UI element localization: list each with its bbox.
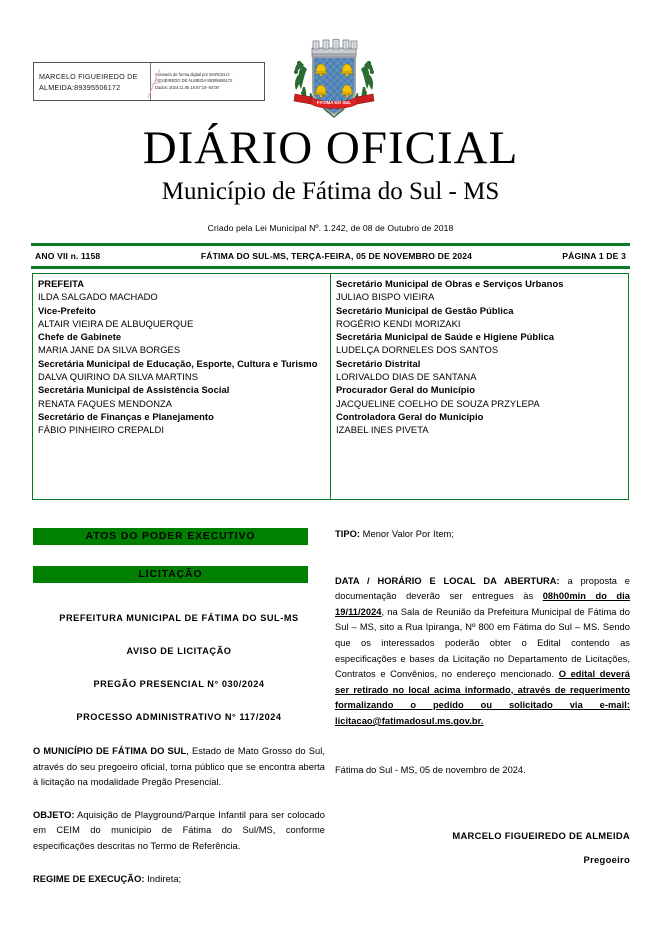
digital-signature-stamp — [33, 62, 265, 101]
official-name: MARIA JANE DA SILVA BORGES — [38, 344, 181, 356]
signature-detail-line2: FIGUEIREDO DE ALMEIDA:89395506172 — [155, 78, 233, 84]
official-name: RENATA FAQUES MENDONZA — [38, 397, 173, 409]
infobar — [31, 247, 630, 265]
notice-objeto-label: OBJETO: — [33, 809, 75, 820]
officials-column-left — [33, 274, 331, 499]
official-name: DALVA QUIRINO DA SILVA MARTINS — [38, 371, 199, 383]
official-name: ROGÉRIO KENDI MORIZAKI — [336, 317, 461, 329]
official-name: JACQUELINE COELHO DE SOUZA PRZYLEPA — [336, 397, 540, 409]
official-name: JULIAO BISPO VIEIRA — [336, 291, 435, 303]
official-name: ALTAIR VIEIRA DE ALBUQUERQUE — [38, 317, 194, 329]
notice-tipo-paragraph — [335, 527, 630, 543]
infobar-page: PÁGINA 1 DE 3 — [562, 251, 626, 261]
notice-signer-role: Pregoeiro — [583, 854, 630, 866]
notice-closing-date: Fátima do Sul - MS, 05 de novembro de 2024. — [335, 764, 526, 775]
section-banner-licitacao: LICITAÇÃO — [33, 566, 308, 583]
notice-right-column — [335, 527, 630, 865]
official-role: Secretário de Finanças e Planejamento — [38, 411, 214, 423]
masthead-subtitle: Município de Fátima do Sul - MS — [161, 178, 500, 205]
official-name: FÁBIO PINHEIRO CREPALDI — [38, 424, 164, 436]
notice-signer-name: MARCELO FIGUEIREDO DE ALMEIDA — [452, 830, 630, 842]
official-name: ILDA SALGADO MACHADO — [38, 291, 158, 303]
official-role: Secretário Municipal de Obras e Serviços Urbanos — [336, 278, 564, 289]
official-role: Vice-Prefeito — [38, 304, 96, 316]
official-role: Secretária Municipal de Saúde e Higiene Pública — [336, 331, 555, 343]
notice-objeto-paragraph — [33, 808, 325, 855]
official-entry — [38, 304, 325, 331]
official-entry — [336, 383, 623, 410]
coat-of-arms-icon — [288, 31, 380, 123]
official-role: Secretário Distrital — [336, 357, 421, 369]
official-entry — [38, 330, 325, 357]
notice-heading-prefeitura: PREFEITURA MUNICIPAL DE FÁTIMA DO SUL-MS — [59, 613, 299, 623]
official-role: PREFEITA — [38, 278, 85, 289]
signature-signer-name — [34, 71, 150, 93]
officials-table — [32, 273, 629, 500]
mural-crown — [312, 40, 357, 58]
masthead — [0, 122, 661, 234]
official-name: LORIVALDO DIAS DE SANTANA — [336, 371, 477, 383]
infobar-rule-top — [31, 243, 630, 246]
notice-data-paragraph — [335, 574, 630, 730]
official-entry — [336, 304, 623, 331]
official-entry — [336, 277, 623, 304]
officials-column-right — [331, 274, 628, 499]
official-role: Secretária Municipal de Educação, Esporte, Cultura e Turismo — [38, 357, 318, 369]
official-role: Secretária Municipal de Assistência Social — [38, 384, 230, 396]
official-role: Chefe de Gabinete — [38, 331, 122, 343]
infobar-ano: ANO VII n. 1158 — [35, 251, 101, 261]
notice-left-column — [33, 612, 325, 887]
notice-data-text-1: a proposta e documentação deverão ser entregues às — [335, 575, 631, 602]
signature-detail-line3: Dados: 2024.11.05 16:57:19 -04'00' — [155, 84, 220, 90]
notice-email-link[interactable]: licitacao@fatimadosul.ms.gov.br. — [335, 715, 484, 726]
notice-data-datetime: 08h00min do dia 19/11/2024 — [335, 591, 630, 617]
official-name: IZABEL INES PIVETA — [336, 424, 429, 436]
notice-tipo-label: TIPO: — [335, 529, 361, 539]
notice-heading-pregao: PREGÃO PRESENCIAL N° 030/2024 — [93, 679, 265, 689]
signature-signer-line1: MARCELO FIGUEIREDO DE — [39, 71, 138, 81]
official-entry — [336, 357, 623, 384]
signature-signer-line2: ALMEIDA:89395506172 — [39, 82, 121, 92]
notice-objeto-text: Aquisição de Playground/Parque Infantil para ser colocado em CEIM do município de Fátima do Sul/MS, conforme especificações descritas no Termo de Referência. — [33, 809, 325, 851]
official-role: Procurador Geral do Município — [336, 384, 475, 396]
signature-details — [151, 72, 264, 91]
notice-regime-label: REGIME DE EXECUÇÃO: — [33, 873, 145, 884]
notice-intro-rest: , Estado de Mato Grosso do Sul, através do seu pregoeiro oficial, torna público que se encontra aberta à licitação na modalidade Pregão Presencial. — [33, 746, 325, 788]
notice-data-text-2: , na Sala de Reunião da Prefeitura Municipal de Fátima do Sul – MS, sito a Rua Ipiranga, Nº 800 em Fátima do Sul – MS. Sendo que os interessados poderão obter o Edital contendo as especificações e bases da Licitação no Departamento de Licitações, Contratos e Convênios, no endereço mencionado. — [335, 606, 630, 680]
infobar-city-date: FÁTIMA DO SUL-MS, TERÇA-FEIRA, 05 DE NOVEMBRO DE 2024 — [200, 251, 473, 261]
official-entry — [38, 357, 325, 384]
official-entry — [38, 277, 325, 304]
notice-data-edital-note: O edital deverá ser retirado no local acima informado, através de requerimento formalizando o pedido ou solicitado via e-mail: — [335, 669, 630, 711]
notice-data-label: DATA / HORÁRIO E LOCAL DA ABERTURA: — [335, 575, 560, 586]
official-entry — [38, 410, 325, 437]
masthead-law-line: Criado pela Lei Municipal Nº. 1.242, de 08 de Outubro de 2018 — [207, 223, 454, 233]
notice-intro-bold: O MUNICÍPIO DE FÁTIMA DO SUL — [33, 746, 187, 756]
official-entry — [336, 330, 623, 357]
official-entry — [336, 410, 623, 437]
notice-heading-aviso: AVISO DE LICITAÇÃO — [126, 646, 232, 656]
notice-intro-paragraph — [33, 744, 325, 791]
notice-tipo-text: Menor Valor Por Item; — [360, 529, 454, 539]
official-role: Controladora Geral do Município — [336, 411, 484, 423]
notice-regime-text: Indireta; — [144, 873, 182, 884]
notice-regime-paragraph — [33, 872, 325, 888]
official-entry — [38, 383, 325, 410]
notice-heading-processo: PROCESSO ADMINISTRATIVO N° 117/2024 — [76, 712, 282, 722]
signature-detail-line1: Assinado de forma digital por MARCELO — [155, 71, 230, 77]
infobar-rule-bottom — [31, 266, 630, 269]
official-role: Secretário Municipal de Gestão Pública — [336, 304, 514, 316]
svg-text:FÁTIMA DO SUL: FÁTIMA DO SUL — [316, 100, 352, 106]
section-banner-atos-do-poder-executivo: ATOS DO PODER EXECUTIVO — [33, 528, 308, 545]
page-title: DIÁRIO OFICIAL — [142, 122, 519, 174]
official-name: LUDELÇA DORNELES DOS SANTOS — [336, 344, 499, 356]
